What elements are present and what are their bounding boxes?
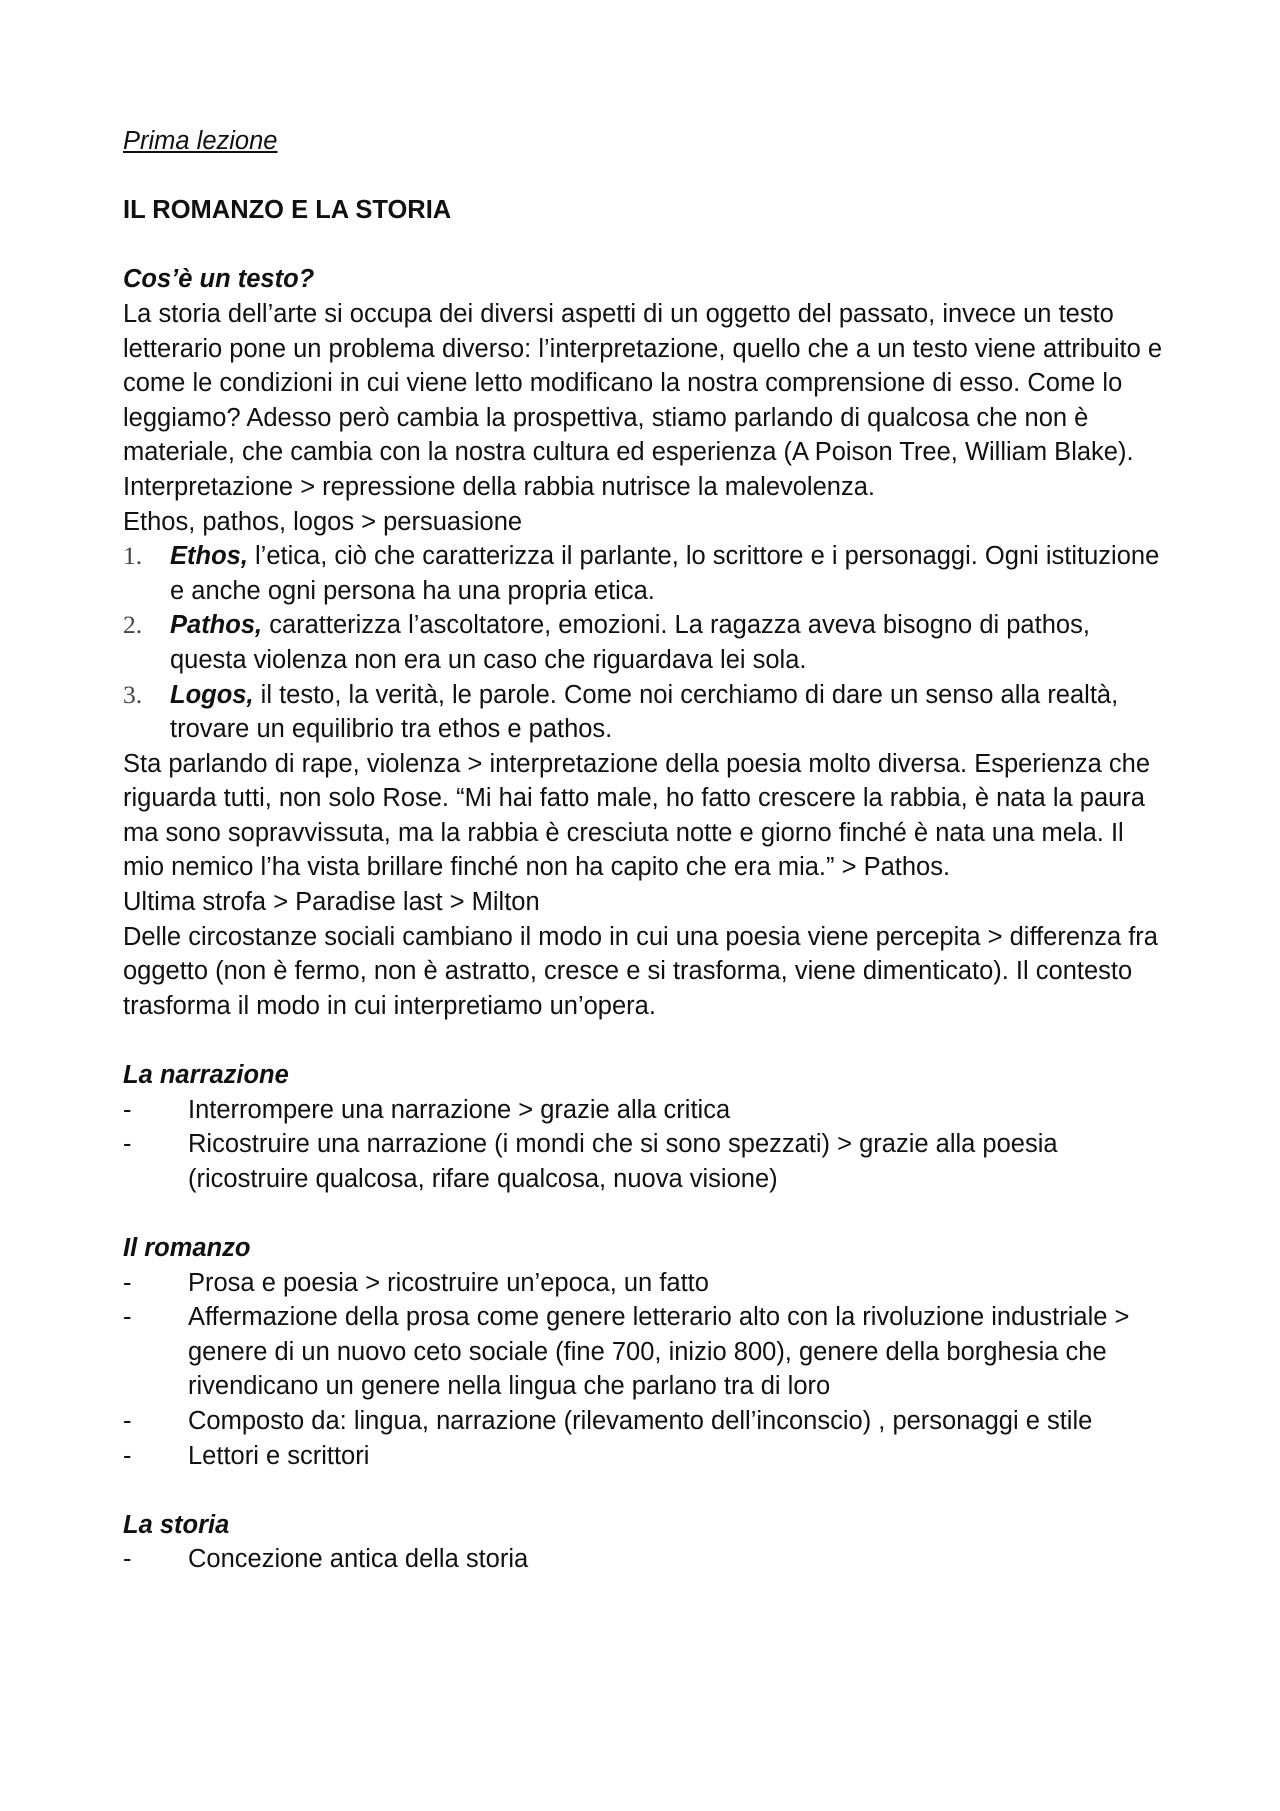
dash-bullet: -	[123, 1441, 132, 1470]
list-item	[123, 608, 1170, 677]
dash-bullet: -	[123, 1268, 132, 1297]
list-item	[123, 1093, 1170, 1128]
list-item	[123, 1300, 1170, 1404]
dash-bullet: -	[123, 1095, 132, 1124]
list-item	[123, 1404, 1170, 1439]
dashed-list-storia	[123, 1542, 1170, 1577]
spacer	[123, 1196, 1170, 1231]
dash-bullet: -	[123, 1545, 132, 1574]
list-text: Prosa e poesia > ricostruire un’epoca, un fatto	[188, 1268, 709, 1297]
paragraph-milton: Ultima strofa > Paradise last > Milton	[123, 888, 540, 917]
section-heading-romanzo: Il romanzo	[123, 1234, 251, 1262]
list-text: il testo, la verità, le parole. Come noi cerchiamo di dare un senso alla realtà, trovare un equilibrio tra ethos e pathos.	[170, 680, 1119, 744]
list-text: Concezione antica della storia	[188, 1545, 529, 1574]
section-heading-testo: Cos’è un testo?	[123, 265, 315, 294]
list-text: caratterizza l’ascoltatore, emozioni. La ragazza aveva bisogno di pathos, questa violenza non era un caso che riguardava lei sola.	[170, 611, 1090, 674]
dashed-list-romanzo	[123, 1266, 1170, 1474]
paragraph-pathos: Sta parlando di rape, violenza > interpretazione della poesia molto diversa. Esperienza che riguarda tutti, non solo Rose. “Mi hai fatto male, ho fatto crescere la rabbia, è nata la paura ma sono sopravvissuta, ma la rabbia è cresciuta notte e giorno finché è nata una mela. Il mio nemico l’ha vista brillare finché non ha capito che era mia.” > Pathos.	[123, 749, 1150, 882]
list-number: 2.	[123, 610, 143, 640]
list-item	[123, 1127, 1170, 1196]
paragraph-interpretazione: La storia dell’arte si occupa dei diversi aspetti di un oggetto del passato, invece un testo letterario pone un problema diverso: l’interpretazione, quello che a un testo viene attribuito e come le condizioni in cui viene letto modificano la nostra comprensione di esso. Come lo leggiamo? Adesso però cambia la prospettiva, stiamo parlando di qualcosa che non è materiale, che cambia con la nostra cultura ed esperienza (A Poison Tree, William Blake). Interpretazione > repressione della rabbia nutrisce la malevolenza.	[123, 299, 1163, 501]
dash-bullet: -	[123, 1406, 132, 1435]
list-text: Affermazione della prosa come genere letterario alto con la rivoluzione industriale > genere di un nuovo ceto sociale (fine 700, inizio 800), genere della borghesia che rivendicano un genere nella lingua che parlano tra di loro	[188, 1303, 1130, 1401]
dashed-list-narrazione	[123, 1093, 1170, 1197]
list-item	[123, 1439, 1170, 1474]
section-heading-storia: La storia	[123, 1510, 230, 1539]
section-heading-narrazione: La narrazione	[123, 1061, 289, 1090]
list-item	[123, 539, 1170, 608]
list-text: Ricostruire una narrazione (i mondi che si sono spezzati) > grazie alla poesia (ricostruire qualcosa, rifare qualcosa, nuova visione)	[188, 1130, 1058, 1193]
list-number: 1.	[123, 541, 143, 571]
list-item	[123, 678, 1170, 747]
dash-bullet: -	[123, 1130, 132, 1159]
lesson-label: Prima lezione	[123, 127, 278, 155]
numbered-list-persuasione	[123, 539, 1170, 747]
spacer	[123, 1023, 1170, 1058]
list-text: Lettori e scrittori	[188, 1441, 370, 1470]
list-text: Composto da: lingua, narrazione (rilevamento dell’inconscio) , personaggi e stile	[188, 1406, 1093, 1435]
paragraph-persuasione: Ethos, pathos, logos > persuasione	[123, 507, 523, 536]
list-text: Interrompere una narrazione > grazie alla critica	[188, 1095, 731, 1124]
list-item	[123, 1266, 1170, 1301]
dash-bullet: -	[123, 1303, 132, 1332]
list-text: l’etica, ciò che caratterizza il parlante, lo scrittore e i personaggi. Ogni istituzione e anche ogni persona ha una propria etica.	[170, 542, 1160, 605]
list-term: Ethos,	[170, 542, 248, 571]
list-item	[123, 1542, 1170, 1577]
list-number: 3.	[123, 679, 143, 709]
list-term: Pathos,	[170, 611, 263, 640]
spacer	[123, 1473, 1170, 1508]
paragraph-contesto: Delle circostanze sociali cambiano il modo in cui una poesia viene percepita > differenza fra oggetto (non è fermo, non è astratto, cresce e si trasforma, viene dimenticato). Il contesto trasforma il modo in cui interpretiamo un’opera.	[123, 922, 1158, 1020]
page-title: IL ROMANZO E LA STORIA	[123, 196, 452, 225]
list-term: Logos,	[170, 680, 254, 709]
